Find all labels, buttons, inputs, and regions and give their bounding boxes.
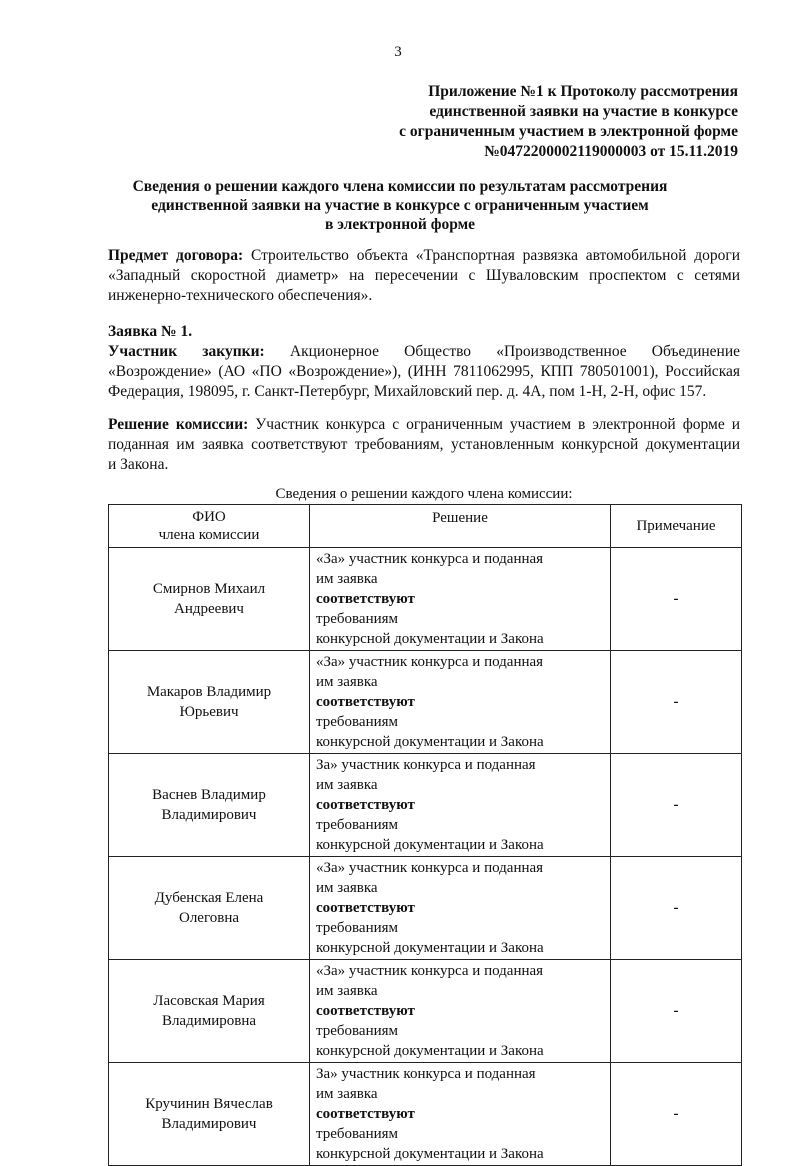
member-note: - bbox=[611, 754, 742, 857]
participant-text: Федерация, 198095, г. Санкт-Петербург, Михайловский пер. д. 4А, пом 1-Н, 2-Н, офис 157. bbox=[108, 383, 707, 400]
decision-label: Решение комиссии: bbox=[108, 416, 249, 433]
member-decision: «За» участник конкурса и поданная им заявка соответствуют требованиям конкурсной документации и Закона bbox=[310, 857, 611, 960]
member-note: - bbox=[611, 1063, 742, 1166]
member-decision: «За» участник конкурса и поданная им заявка соответствуют требованиям конкурсной документации и Закона bbox=[310, 651, 611, 754]
member-name: Смирнов Михаил Андреевич bbox=[109, 548, 310, 651]
participant-text: «Возрождение» (АО «ПО «Возрождение»), (ИНН 7811062995, КПП 780501001), Российская bbox=[108, 363, 740, 380]
member-name: Ласовская Мария Владимировна bbox=[109, 960, 310, 1063]
member-note: - bbox=[611, 651, 742, 754]
member-decision: «За» участник конкурса и поданная им заявка соответствуют требованиям конкурсной документации и Закона bbox=[310, 548, 611, 651]
header-note: Примечание bbox=[611, 505, 742, 548]
decision-text: и Закона. bbox=[108, 456, 169, 473]
subject-text: Строительство объекта «Транспортная развязка автомобильной дороги bbox=[250, 247, 740, 264]
annex-header bbox=[399, 82, 738, 162]
application-block bbox=[108, 322, 740, 402]
member-decision: За» участник конкурса и поданная им заявка соответствуют требованиям конкурсной документации и Закона bbox=[310, 1063, 611, 1166]
table-row bbox=[109, 960, 742, 1063]
annex-line: Приложение №1 к Протоколу рассмотрения bbox=[428, 83, 738, 100]
table-row bbox=[109, 651, 742, 754]
subject-label: Предмет договора: bbox=[108, 247, 244, 264]
annex-line: №0472200002119000003 от 15.11.2019 bbox=[484, 143, 738, 160]
table-row bbox=[109, 1063, 742, 1166]
table-header-row bbox=[109, 505, 742, 548]
member-note: - bbox=[611, 548, 742, 651]
table-row bbox=[109, 857, 742, 960]
document-title bbox=[100, 177, 700, 234]
title-line: в электронной форме bbox=[324, 216, 476, 233]
members-table bbox=[108, 504, 742, 1166]
annex-line: единственной заявки на участие в конкурсе bbox=[429, 103, 738, 120]
title-line: Сведения о решении каждого члена комиссии по результатам рассмотрения bbox=[132, 178, 668, 195]
decision-text: Участник конкурса с ограниченным участием в электронной форме и bbox=[255, 416, 740, 433]
member-decision: «За» участник конкурса и поданная им заявка соответствуют требованиям конкурсной документации и Закона bbox=[310, 960, 611, 1063]
commission-decision bbox=[108, 415, 740, 475]
subject-text: «Западный скоростной диаметр» на пересечении с Шуваловским проспектом с сетями bbox=[108, 267, 740, 284]
annex-line: с ограниченным участием в электронной форме bbox=[399, 123, 738, 140]
member-name: Кручинин Вячеслав Владимирович bbox=[109, 1063, 310, 1166]
decision-text: поданная им заявка соответствуют требованиям, установленным конкурсной документации bbox=[108, 436, 740, 453]
table-row bbox=[109, 548, 742, 651]
subject-text: инженерно-технического обеспечения». bbox=[108, 287, 373, 304]
participant-label: Участник закупки: bbox=[108, 343, 265, 360]
page-number: 3 bbox=[394, 44, 402, 60]
member-name: Дубенская Елена Олеговна bbox=[109, 857, 310, 960]
header-decision: Решение bbox=[310, 505, 611, 548]
table-caption: Сведения о решении каждого члена комиссии: bbox=[275, 486, 573, 502]
member-note: - bbox=[611, 857, 742, 960]
contract-subject bbox=[108, 246, 740, 306]
title-line: единственной заявки на участие в конкурсе с ограниченным участием bbox=[151, 197, 649, 214]
member-name: Макаров Владимир Юрьевич bbox=[109, 651, 310, 754]
header-fio: ФИО члена комиссии bbox=[109, 505, 310, 548]
member-decision: За» участник конкурса и поданная им заявка соответствуют требованиям конкурсной документации и Закона bbox=[310, 754, 611, 857]
table-row bbox=[109, 754, 742, 857]
application-title: Заявка № 1. bbox=[108, 323, 193, 340]
participant-text: Акционерное Общество «Производственное Объединение bbox=[289, 343, 741, 360]
member-note: - bbox=[611, 960, 742, 1063]
member-name: Васнев Владимир Владимирович bbox=[109, 754, 310, 857]
